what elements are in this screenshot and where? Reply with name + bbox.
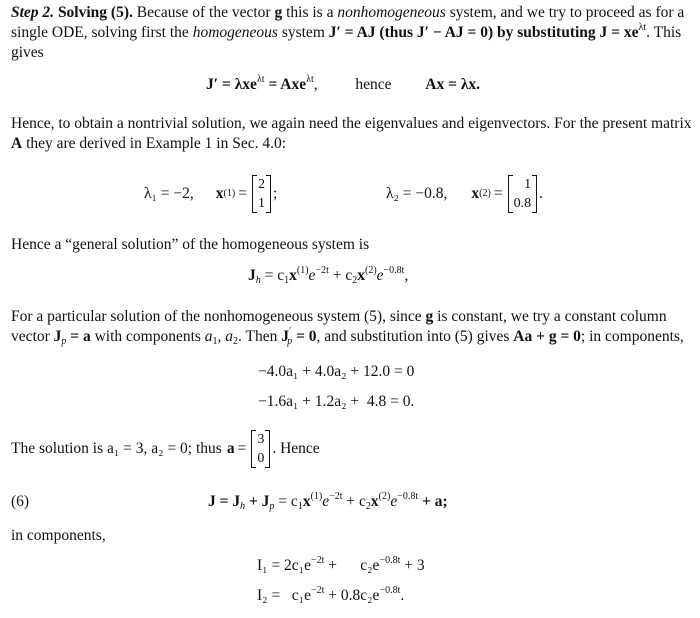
step-title: Solving (5). bbox=[57, 4, 133, 21]
matrix-entry: 0 bbox=[257, 451, 265, 466]
eigenvector-2-matrix bbox=[508, 175, 538, 213]
equation-substitution bbox=[206, 75, 480, 95]
general-solution-equation bbox=[248, 266, 408, 286]
text: is constant, we try a constant column bbox=[433, 308, 667, 325]
emphasis-nonhomogeneous: nonhomogeneous bbox=[337, 4, 446, 21]
x-symbol: x bbox=[289, 267, 297, 284]
general-solution-intro: Hence a “general solution” of the homogeneous system is bbox=[11, 236, 370, 253]
eq-text: + J bbox=[245, 493, 270, 510]
e-symbol: e bbox=[322, 493, 330, 510]
equation-number-6: (6) bbox=[11, 493, 30, 510]
eigen-paragraph bbox=[11, 114, 691, 154]
intro-line-2 bbox=[11, 23, 691, 43]
subscript: 1 bbox=[212, 336, 218, 347]
eigenpair-2: λ₂ = −0.8, x (2) = 1 0.8 . bbox=[386, 177, 543, 211]
text: vector bbox=[11, 328, 54, 345]
subscript-p: p bbox=[269, 501, 275, 512]
e-symbol: e bbox=[308, 267, 316, 284]
step-label: Step 2. bbox=[11, 4, 55, 21]
eq-text: I₁ = 2c₁e bbox=[257, 557, 311, 574]
linear-system-eq2: −1.6a₁ + 1.2a₂ + 4.8 = 0. bbox=[258, 393, 415, 410]
text: with components bbox=[90, 328, 205, 345]
subscript: 1 bbox=[297, 501, 303, 512]
period: . bbox=[539, 185, 543, 202]
text: . Then bbox=[238, 328, 282, 345]
J-symbol: J bbox=[281, 328, 289, 345]
matrix-entry: 1 bbox=[257, 196, 265, 211]
superscript: (2) bbox=[364, 265, 377, 276]
eigen-text: they are derived in Example 1 in Sec. 4.0: bbox=[22, 135, 287, 152]
subscript: 2 bbox=[233, 336, 239, 347]
intro-paragraph bbox=[11, 3, 691, 63]
solution-line bbox=[11, 425, 320, 473]
eq-mid: = Axe bbox=[264, 76, 307, 93]
superscript: (1) bbox=[310, 491, 323, 502]
subscript: 1 bbox=[284, 275, 290, 286]
equals-sign: = bbox=[237, 440, 247, 457]
eigenpair-1: λ₁ = −2, x (1) = 2 1 ; bbox=[144, 177, 278, 211]
eigen-line-1: Hence, to obtain a nontrivial solution, we again need the eigenvalues and eigenvectors. For the present matrix bbox=[11, 115, 692, 132]
exponent: −0.8t bbox=[379, 555, 401, 566]
eq-text: + a; bbox=[418, 493, 448, 510]
comma: , bbox=[313, 76, 318, 93]
eq-text: = 0 bbox=[296, 328, 317, 345]
e-symbol: e bbox=[376, 267, 384, 284]
vector-g: g bbox=[274, 4, 283, 21]
intro-text: Because of the vector bbox=[132, 4, 275, 21]
exponent: −0.8t bbox=[397, 491, 419, 502]
particular-line-2: vector $J_p = a$ with components $a_1$, $a_2$. Then $J'_p = 0$, and substitution into (5) gives Aa + g = 0; in components, bbox=[11, 326, 684, 347]
intro-text: . This bbox=[646, 24, 682, 41]
matrix-entry: 1 bbox=[524, 177, 532, 192]
eigen-line-2 bbox=[11, 134, 691, 154]
eq-text: = c bbox=[274, 493, 298, 510]
text: ; in components, bbox=[580, 328, 684, 345]
exponent: λt bbox=[306, 74, 314, 85]
eq-lhs: J′ = λxe bbox=[206, 76, 257, 93]
intro-text: system, and we try to proceed as for a bbox=[445, 4, 685, 21]
intro-text: this is a bbox=[282, 4, 338, 21]
semicolon: ; bbox=[272, 185, 278, 202]
particular-paragraph bbox=[11, 307, 691, 347]
equals-sign: = bbox=[493, 185, 503, 202]
a-vector: a bbox=[226, 440, 235, 457]
intro-text: single ODE, solving first the bbox=[11, 24, 193, 41]
comma: , bbox=[404, 267, 409, 284]
component-I2 bbox=[257, 586, 404, 606]
exponent: −2t bbox=[310, 555, 325, 566]
matrix-entry: 2 bbox=[257, 177, 265, 192]
subscript: 2 bbox=[352, 275, 358, 286]
eigenvalue-1: λ₁ = −2, bbox=[144, 185, 194, 202]
subscript-h: h bbox=[255, 275, 261, 286]
matrix-entry: 0.8 bbox=[513, 196, 532, 211]
component-I1 bbox=[257, 556, 425, 576]
subscript: 2 bbox=[365, 501, 371, 512]
emphasis-homogeneous: homogeneous bbox=[192, 24, 278, 41]
superscript: (1) bbox=[296, 265, 309, 276]
solution-vector bbox=[251, 430, 270, 468]
text: , and substitution into (5) gives bbox=[316, 328, 514, 345]
x-symbol: x bbox=[357, 267, 365, 284]
eq-text: J = J bbox=[208, 493, 241, 510]
J-symbol: J bbox=[248, 267, 256, 284]
exponent: λt bbox=[638, 22, 647, 33]
exponent: −2t bbox=[329, 491, 343, 502]
equation-6 bbox=[208, 492, 448, 512]
subscript-p: p bbox=[287, 336, 293, 347]
a-symbol: , a bbox=[217, 328, 234, 345]
equals-sign: = bbox=[238, 185, 247, 202]
x-symbol: x bbox=[302, 493, 311, 510]
eq-text: + 3 bbox=[400, 557, 425, 574]
linear-system-eq1: −4.0a₁ + 4.0a₂ + 12.0 = 0 bbox=[258, 363, 415, 380]
matrix-A: A bbox=[11, 135, 23, 152]
in-components-text: in components, bbox=[11, 527, 106, 544]
eq-text: + 0.8c₂e bbox=[324, 587, 380, 604]
exponent: λt bbox=[256, 74, 265, 85]
superscript: (2) bbox=[378, 491, 391, 502]
eq-text: = a bbox=[66, 328, 91, 345]
vector-g: g bbox=[425, 308, 434, 325]
eigenvector-symbol: x bbox=[215, 185, 224, 202]
text: For a particular solution of the nonhomogeneous system (5), since bbox=[11, 308, 426, 325]
eq-text: = c bbox=[260, 267, 285, 284]
hence-text: . Hence bbox=[272, 440, 320, 457]
eq-text: + c₂e bbox=[324, 557, 380, 574]
eq-text: . bbox=[400, 587, 405, 604]
intro-line-3: gives bbox=[11, 44, 44, 61]
exponent: −2t bbox=[310, 585, 325, 596]
eq-text: I₂ = c₁e bbox=[257, 587, 311, 604]
hence-word: hence bbox=[355, 76, 392, 93]
matrix-entry: 3 bbox=[257, 432, 265, 447]
eq-text: + c bbox=[328, 267, 353, 284]
exponent: −2t bbox=[315, 265, 329, 276]
a-symbol: a bbox=[204, 328, 213, 345]
solution-text: The solution is a₁ = 3, a₂ = 0; thus bbox=[11, 440, 222, 457]
eigen-equation: Ax = λx. bbox=[425, 76, 481, 93]
inline-equation: J′ = AJ (thus J′ − AJ = 0) by substituting J = xe bbox=[328, 24, 639, 41]
exponent: −0.8t bbox=[379, 585, 401, 596]
eigenvector-1-matrix bbox=[252, 175, 271, 213]
subscript-p: p bbox=[61, 336, 67, 347]
eigenvalue-2: λ₂ = −0.8, bbox=[386, 185, 448, 202]
eigenvector-symbol: x bbox=[471, 185, 480, 202]
intro-text: system bbox=[277, 24, 329, 41]
x-symbol: x bbox=[370, 493, 379, 510]
eq-text: Aa + g = 0 bbox=[513, 328, 581, 345]
eq-text: + c bbox=[342, 493, 366, 510]
e-symbol: e bbox=[390, 493, 398, 510]
subscript-h: h bbox=[240, 501, 246, 512]
particular-line-1 bbox=[11, 307, 691, 327]
J-symbol: J bbox=[53, 328, 62, 345]
exponent: −0.8t bbox=[383, 265, 405, 276]
intro-line-1 bbox=[11, 3, 691, 23]
